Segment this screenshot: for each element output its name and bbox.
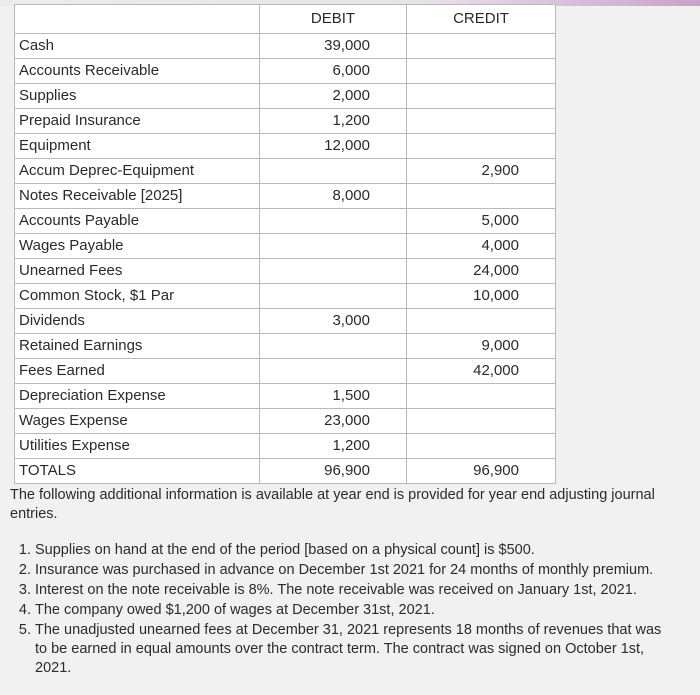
table-row — [15, 309, 556, 334]
account-cell: Retained Earnings — [15, 334, 260, 359]
account-cell: Common Stock, $1 Par — [15, 284, 260, 309]
account-cell: Equipment — [15, 134, 260, 159]
credit-cell: 4,000 — [407, 234, 556, 259]
credit-cell: 42,000 — [407, 359, 556, 384]
credit-cell: 2,900 — [407, 159, 556, 184]
credit-header: CREDIT — [407, 5, 556, 34]
table-row — [15, 234, 556, 259]
account-cell: Fees Earned — [15, 359, 260, 384]
list-item: 5. The unadjusted unearned fees at December 31, 2021 represents 18 months of revenues that was to be earned in equal amounts over the contract term. The contract was signed on October 1st, 2021. — [35, 621, 670, 678]
table-row — [15, 359, 556, 384]
header-row — [15, 5, 556, 34]
table-row — [15, 259, 556, 284]
adjustment-list — [10, 541, 670, 678]
account-cell: Prepaid Insurance — [15, 109, 260, 134]
account-cell: Cash — [15, 34, 260, 59]
credit-cell: 10,000 — [407, 284, 556, 309]
account-cell: Wages Expense — [15, 409, 260, 434]
table-row — [15, 459, 556, 484]
table-row — [15, 209, 556, 234]
credit-cell — [407, 134, 556, 159]
list-item: 1. Supplies on hand at the end of the period [based on a physical count] is $500. — [35, 541, 670, 560]
account-cell: Accum Deprec-Equipment — [15, 159, 260, 184]
table-row — [15, 434, 556, 459]
credit-cell — [407, 84, 556, 109]
account-cell: Utilities Expense — [15, 434, 260, 459]
account-cell: Accounts Payable — [15, 209, 260, 234]
credit-cell: 9,000 — [407, 334, 556, 359]
account-header — [15, 5, 260, 34]
credit-cell — [407, 409, 556, 434]
credit-cell — [407, 434, 556, 459]
debit-cell — [260, 234, 407, 259]
debit-cell — [260, 284, 407, 309]
debit-cell — [260, 209, 407, 234]
credit-cell — [407, 59, 556, 84]
table-row — [15, 159, 556, 184]
additional-info — [10, 486, 670, 679]
list-item: 4. The company owed $1,200 of wages at December 31st, 2021. — [35, 601, 670, 620]
table-row — [15, 134, 556, 159]
list-item: 3. Interest on the note receivable is 8%. The note receivable was received on January 1st, 2021. — [35, 581, 670, 600]
debit-cell — [260, 159, 407, 184]
credit-cell — [407, 309, 556, 334]
credit-cell: 5,000 — [407, 209, 556, 234]
table-body — [15, 34, 556, 484]
debit-cell: 39,000 — [260, 34, 407, 59]
table-row — [15, 109, 556, 134]
table-row — [15, 184, 556, 209]
list-item: 2. Insurance was purchased in advance on December 1st 2021 for 24 months of monthly premium. — [35, 561, 670, 580]
debit-cell — [260, 359, 407, 384]
table-row — [15, 409, 556, 434]
debit-cell: 1,200 — [260, 434, 407, 459]
credit-cell: 24,000 — [407, 259, 556, 284]
debit-cell — [260, 259, 407, 284]
account-cell: Notes Receivable [2025] — [15, 184, 260, 209]
debit-header: DEBIT — [260, 5, 407, 34]
account-cell: TOTALS — [15, 459, 260, 484]
table-row — [15, 84, 556, 109]
debit-cell: 6,000 — [260, 59, 407, 84]
debit-cell: 2,000 — [260, 84, 407, 109]
debit-cell — [260, 334, 407, 359]
account-cell: Dividends — [15, 309, 260, 334]
debit-cell: 1,200 — [260, 109, 407, 134]
table-row — [15, 59, 556, 84]
table-row — [15, 334, 556, 359]
account-cell: Accounts Receivable — [15, 59, 260, 84]
account-cell: Depreciation Expense — [15, 384, 260, 409]
debit-cell: 8,000 — [260, 184, 407, 209]
debit-cell: 12,000 — [260, 134, 407, 159]
info-intro: The following additional information is available at year end is provided for year end adjusting journal entries. — [10, 487, 655, 522]
credit-cell — [407, 184, 556, 209]
debit-cell: 96,900 — [260, 459, 407, 484]
trial-balance-table — [14, 4, 556, 484]
debit-cell: 1,500 — [260, 384, 407, 409]
table-row — [15, 34, 556, 59]
account-cell: Supplies — [15, 84, 260, 109]
credit-cell — [407, 384, 556, 409]
debit-cell: 3,000 — [260, 309, 407, 334]
credit-cell — [407, 34, 556, 59]
table-row — [15, 284, 556, 309]
account-cell: Unearned Fees — [15, 259, 260, 284]
table-row — [15, 384, 556, 409]
debit-cell: 23,000 — [260, 409, 407, 434]
credit-cell: 96,900 — [407, 459, 556, 484]
credit-cell — [407, 109, 556, 134]
account-cell: Wages Payable — [15, 234, 260, 259]
